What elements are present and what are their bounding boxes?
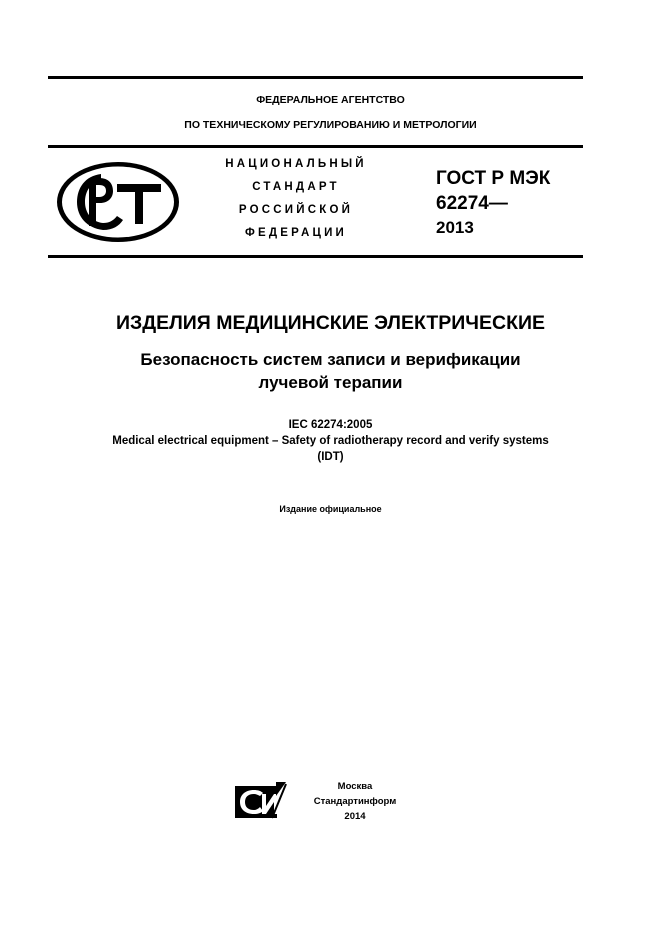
publisher-year: 2014 — [344, 811, 366, 822]
document-title: ИЗДЕЛИЯ МЕДИЦИНСКИЕ ЭЛЕКТРИЧЕСКИЕ — [115, 312, 546, 334]
agency-line-2: ПО ТЕХНИЧЕСКОМУ РЕГУЛИРОВАНИЮ И МЕТРОЛОГИИ — [184, 119, 477, 131]
national-line-3: РОССИЙСКОЙ — [238, 204, 354, 216]
edition-label: Издание официальное — [279, 504, 382, 514]
iec-title: Medical electrical equipment – Safety of radiotherapy record and verify systems — [112, 435, 549, 447]
publisher-city: Москва — [337, 781, 373, 792]
national-line-1: НАЦИОНАЛЬНЫЙ — [225, 158, 367, 170]
gost-designation-2: 62274— — [436, 193, 508, 214]
publisher-name: Стандартинформ — [313, 796, 397, 807]
standartinform-logo-icon — [232, 780, 288, 822]
gost-designation-3: 2013 — [436, 218, 474, 237]
agency-line-1: ФЕДЕРАЛЬНОЕ АГЕНТСТВО — [256, 94, 405, 106]
national-line-2: СТАНДАРТ — [252, 181, 340, 193]
gost-designation-1: ГОСТ Р МЭК — [436, 168, 551, 189]
rst-logo-icon — [55, 160, 181, 244]
top-rule — [48, 76, 583, 79]
iec-reference: IEC 62274:2005 — [288, 419, 373, 431]
national-line-4: ФЕДЕРАЦИИ — [244, 227, 348, 239]
standard-rule — [48, 255, 583, 258]
document-subtitle-1: Безопасность систем записи и верификации — [140, 350, 521, 369]
agency-rule — [48, 145, 583, 148]
iec-idt: (IDT) — [317, 451, 344, 463]
document-subtitle-2: лучевой терапии — [258, 373, 403, 392]
